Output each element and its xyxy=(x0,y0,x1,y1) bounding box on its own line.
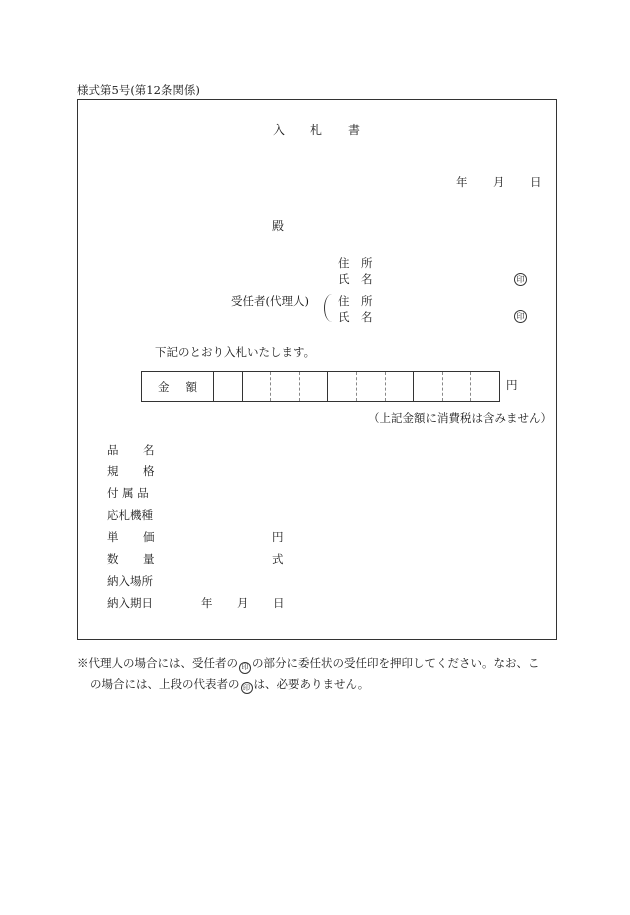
amount-digit-cell[interactable] xyxy=(271,372,300,401)
footnote-text: は、必要ありません。 xyxy=(253,676,370,691)
amount-label xyxy=(142,372,214,401)
amount-label-char: 金 xyxy=(158,379,170,394)
amount-digit-cell[interactable] xyxy=(471,372,499,401)
delivery-day-label: 日 xyxy=(273,596,285,610)
delivery-year-label: 年 xyxy=(201,596,213,610)
accessories-label: 付 属 品 xyxy=(107,486,149,500)
seal-char: 印 xyxy=(516,311,525,321)
footnote xyxy=(77,653,562,694)
product-name-label: 品 xyxy=(107,443,119,457)
agent-address-label: 住 所 xyxy=(338,294,373,308)
delivery-month-label: 月 xyxy=(237,596,249,610)
addressee-suffix: 殿 xyxy=(272,219,285,233)
amount-label-char: 額 xyxy=(185,379,197,394)
amount-digit-cell[interactable] xyxy=(357,372,386,401)
bidder-seal-mark xyxy=(514,273,527,286)
footnote-text: ※代理人の場合には、受任者の xyxy=(77,656,238,670)
amount-digit-cell[interactable] xyxy=(300,372,329,401)
specification-label: 格 xyxy=(143,464,155,478)
amount-digit-cell[interactable] xyxy=(328,372,357,401)
unit-price-unit: 円 xyxy=(272,530,284,544)
date-month-label: 月 xyxy=(493,175,505,189)
seal-mark-icon xyxy=(241,682,253,694)
quantity-label: 数 xyxy=(107,552,119,566)
unit-price-label: 価 xyxy=(143,530,155,544)
footnote-text: の場合には、上段の代表者の xyxy=(90,676,240,691)
delivery-date-label: 納入期日 xyxy=(107,596,153,610)
amount-digit-cell[interactable] xyxy=(386,372,415,401)
amount-table xyxy=(141,371,500,402)
bid-statement: 下記のとおり入札いたします。 xyxy=(155,345,316,359)
agent-bracket xyxy=(324,294,333,322)
bid-model-label: 応札機種 xyxy=(107,508,153,522)
quantity-unit: 式 xyxy=(272,552,284,566)
amount-digit-cell[interactable] xyxy=(443,372,472,401)
date-day-label: 日 xyxy=(530,175,542,189)
tax-note: （上記金額に消費税は含みません） xyxy=(368,411,552,425)
footnote-text: の部分に委任状の受任印を押印してください。なお、こ xyxy=(252,656,540,670)
amount-digit-cell[interactable] xyxy=(414,372,443,401)
title-char: 書 xyxy=(348,123,361,137)
bidder-address-label: 住 所 xyxy=(338,256,373,270)
footnote-line xyxy=(77,674,562,695)
seal-mark-icon xyxy=(239,662,251,674)
form-number-label: 様式第5号(第12条関係) xyxy=(77,83,200,97)
agent-label: 受任者(代理人) xyxy=(231,294,309,308)
title-char: 入 xyxy=(273,123,286,137)
agent-seal-mark xyxy=(514,310,527,323)
date-year-label: 年 xyxy=(456,175,468,189)
amount-digit-cell[interactable] xyxy=(214,372,243,401)
amount-unit: 円 xyxy=(506,378,518,392)
seal-char: 印 xyxy=(243,683,250,692)
specification-label: 規 xyxy=(107,464,119,478)
seal-char: 印 xyxy=(241,663,249,671)
agent-name-label: 氏 名 xyxy=(338,310,373,324)
amount-digit-cell[interactable] xyxy=(243,372,272,401)
title-char: 札 xyxy=(310,123,323,137)
bidder-name-label: 氏 名 xyxy=(338,272,373,286)
product-name-label: 名 xyxy=(143,443,155,457)
quantity-label: 量 xyxy=(143,552,155,566)
unit-price-label: 単 xyxy=(107,530,119,544)
footnote-line xyxy=(77,653,562,674)
seal-char: 印 xyxy=(516,274,525,284)
delivery-place-label: 納入場所 xyxy=(107,574,153,588)
